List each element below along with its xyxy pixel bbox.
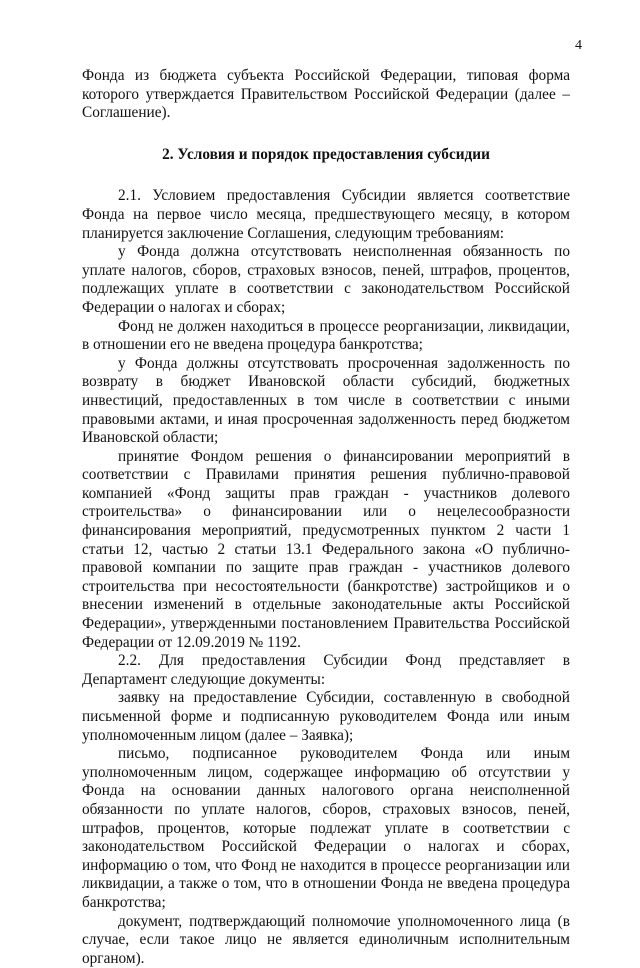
requirement-tax-debt: у Фонда должна отсутствовать неисполненная обязанность по уплате налогов, сборов, страховых взносов, пеней, штрафов, процентов, подлежащих уплате в соответствии с законодательством Российской Федерации о налогах и сборах;	[82, 243, 570, 316]
paragraph-2-2: 2.2. Для предоставления Субсидии Фонд представляет в Департамент следующие документы:	[82, 652, 570, 688]
document-application: заявку на предоставление Субсидии, составленную в свободной письменной форме и подписанную руководителем Фонда или иным уполномоченным лицом (далее – Заявка);	[82, 689, 570, 744]
paragraph-2-1: 2.1. Условием предоставления Субсидии является соответствие Фонда на первое число месяца, предшествующего месяцу, в котором планируется заключение Соглашения, следующим требованиям:	[82, 187, 570, 242]
intro-paragraph: Фонда из бюджета субъекта Российской Федерации, типовая форма которого утверждается Правительством Российской Федерации (далее – Соглашение).	[82, 67, 570, 122]
document-body	[82, 67, 570, 968]
requirement-no-overdue-debt: у Фонда должны отсутствовать просроченная задолженность по возврату в бюджет Ивановской области субсидий, бюджетных инвестиций, предоставленных в том числе в соответствии с иными правовыми актами, и иная просроченная задолженность перед бюджетом Ивановской области;	[82, 354, 570, 447]
document-letter: письмо, подписанное руководителем Фонда или иным уполномоченным лицом, содержащее информацию об отсутствии у Фонда на основании данных налогового органа неисполненной обязанности по уплате налогов, сборов, страховых взносов, пеней, штрафов, процентов, которые подлежат уплате в соответствии с законодательством Российской Федерации о налогах и сборах, информацию о том, что Фонд не находится в процессе реорганизации или ликвидации, а также о том, что в отношении Фонда не введена процедура банкротства;	[82, 745, 570, 911]
requirement-financing-decision: принятие Фондом решения о финансировании мероприятий в соответствии с Правилами принятия решения публично-правовой компанией «Фонд защиты прав граждан - участников долевого строительства» о финансировании или о нецелесообразности финансирования мероприятий, предусмотренных пунктом 2 части 1 статьи 12, частью 2 статьи 13.1 Федерального закона «О публично-правовой компании по защите прав граждан - участников долевого строительства при несостоятельности (банкротстве) застройщиков и о внесении изменений в отдельные законодательные акты Российской Федерации», утвержденными постановлением Правительства Российской Федерации от 12.09.2019 № 1192.	[82, 447, 570, 651]
requirement-no-reorganization: Фонд не должен находиться в процессе реорганизации, ликвидации, в отношении его не введена процедура банкротства;	[82, 317, 570, 354]
page-number: 4	[575, 38, 582, 53]
document-authority-proof: документ, подтверждающий полномочие уполномоченного лица (в случае, если такое лицо не является единоличным исполнительным органом).	[82, 912, 570, 967]
section-heading: 2. Условия и порядок предоставления субсидии	[162, 145, 490, 163]
